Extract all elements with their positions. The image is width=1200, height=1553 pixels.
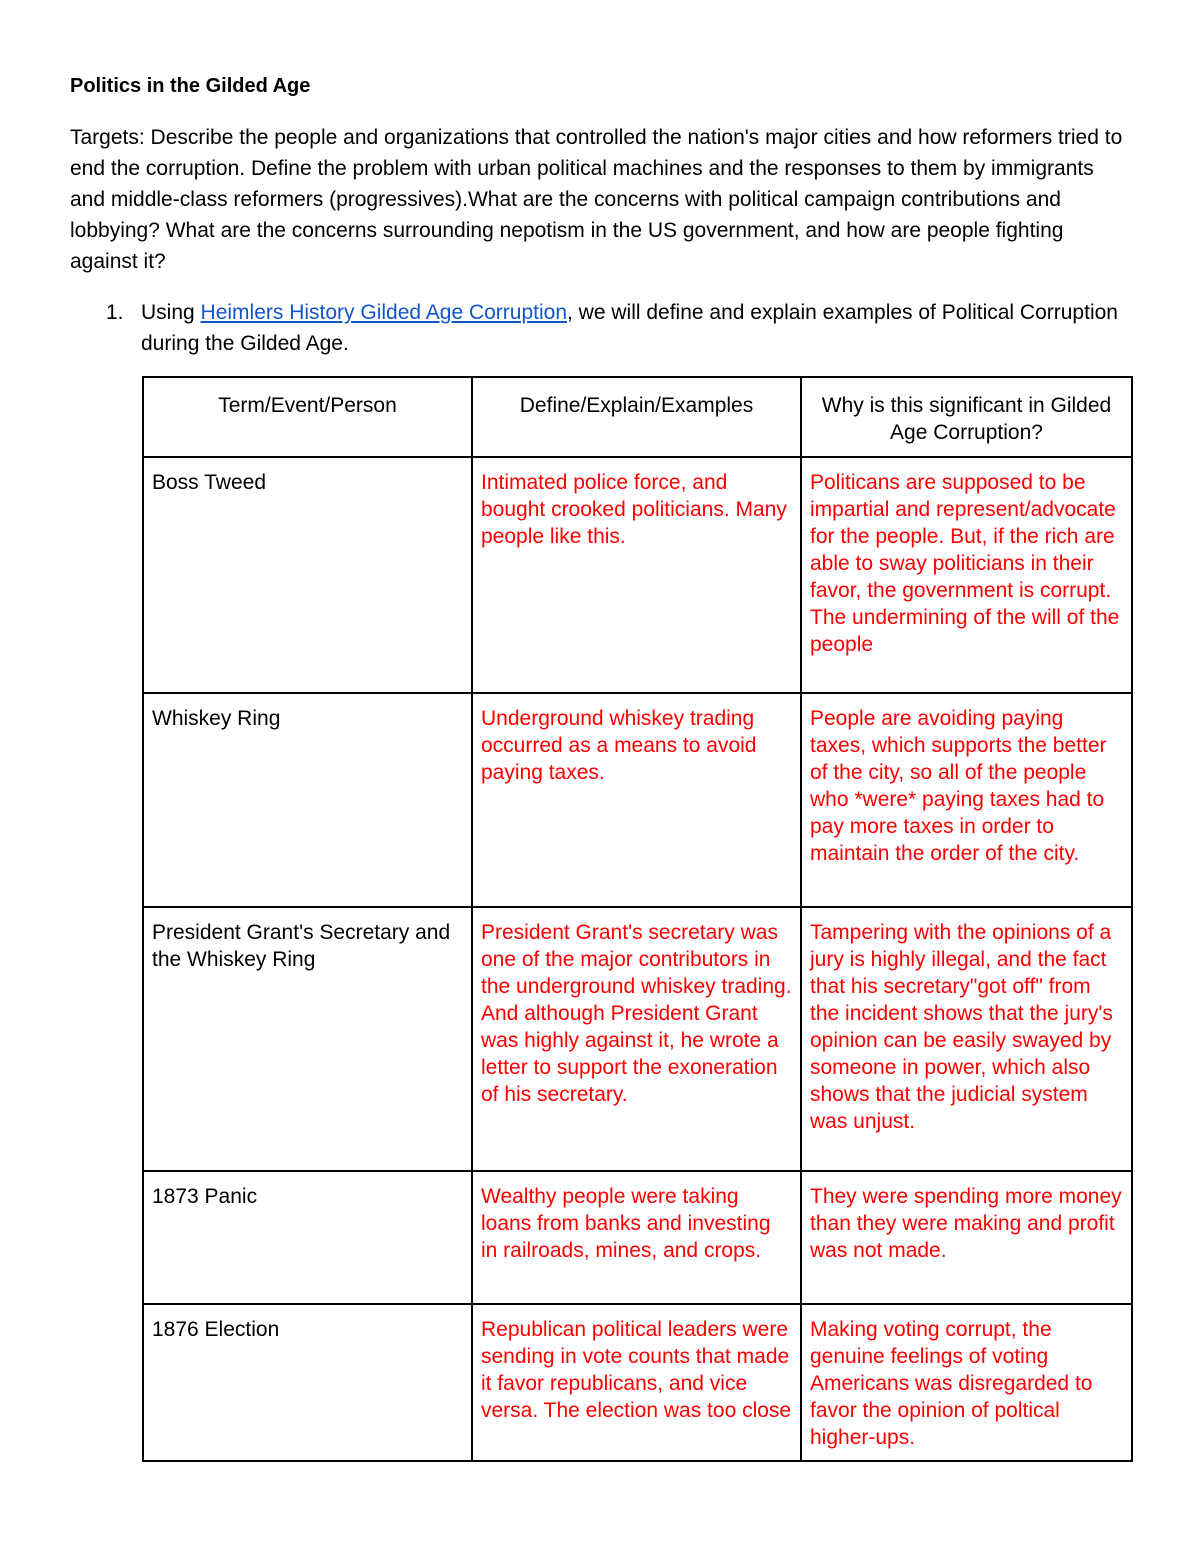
cell-define: President Grant's secretary was one of the major contributors in the underground whiskey trading. And although President Grant was highly against it, he wrote a letter to support the exoneration of his secretary. bbox=[472, 907, 801, 1171]
cell-term: Boss Tweed bbox=[143, 457, 472, 693]
cell-significance: Politicans are supposed to be impartial and represent/advocate for the people. But, if the rich are able to sway politicians in their favor, the government is corrupt. The undermining of the will of the people bbox=[801, 457, 1132, 693]
list-number: 1. bbox=[106, 301, 124, 324]
item-prefix: Using bbox=[141, 301, 201, 324]
list-item-text bbox=[141, 297, 1136, 359]
cell-define: Wealthy people were taking loans from banks and investing in railroads, mines, and crops. bbox=[472, 1171, 801, 1304]
cell-term: 1876 Election bbox=[143, 1304, 472, 1461]
corruption-table bbox=[142, 376, 1133, 1462]
cell-term: Whiskey Ring bbox=[143, 693, 472, 907]
cell-define: Underground whiskey trading occurred as a means to avoid paying taxes. bbox=[472, 693, 801, 907]
cell-significance: They were spending more money than they were making and profit was not made. bbox=[801, 1171, 1132, 1304]
header-significance: Why is this significant in Gilded Age Corruption? bbox=[801, 377, 1132, 457]
header-define: Define/Explain/Examples bbox=[472, 377, 801, 457]
page-title: Politics in the Gilded Age bbox=[70, 75, 311, 97]
cell-significance: Tampering with the opinions of a jury is highly illegal, and the fact that his secretary"got off" from the incident shows that the jury's opinion can be easily swayed by someone in power, which also shows that the judicial system was unjust. bbox=[801, 907, 1132, 1171]
table-row bbox=[143, 457, 1132, 693]
header-term: Term/Event/Person bbox=[143, 377, 472, 457]
cell-significance: Making voting corrupt, the genuine feelings of voting Americans was disregarded to favor the opinion of poltical higher-ups. bbox=[801, 1304, 1132, 1461]
table-row bbox=[143, 907, 1132, 1171]
targets-paragraph: Targets: Describe the people and organizations that controlled the nation's major cities and how reformers tried to end the corruption. Define the problem with urban political machines and the responses to them by immigrants and middle-class reformers (progressives).What are the concerns with political campaign contributions and lobbying? What are the concerns surrounding nepotism in the US government, and how are people fighting against it? bbox=[70, 126, 1123, 273]
heimlers-history-link[interactable]: Heimlers History Gilded Age Corruption bbox=[200, 301, 568, 324]
table-row bbox=[143, 693, 1132, 907]
cell-define: Intimated police force, and bought crooked politicians. Many people like this. bbox=[472, 457, 801, 693]
cell-significance: People are avoiding paying taxes, which supports the better of the city, so all of the people who *were* paying taxes had to pay more taxes in order to maintain the order of the city. bbox=[801, 693, 1132, 907]
item-suffix: , we will define and explain examples of Political Corruption during the Gilded Age. bbox=[141, 301, 1118, 355]
table-row bbox=[143, 1171, 1132, 1304]
table-row bbox=[143, 1304, 1132, 1461]
table-header-row bbox=[143, 377, 1132, 457]
cell-term: President Grant's Secretary and the Whiskey Ring bbox=[143, 907, 472, 1171]
cell-term: 1873 Panic bbox=[143, 1171, 472, 1304]
list-item-1 bbox=[106, 297, 1136, 359]
cell-define: Republican political leaders were sending in vote counts that made it favor republicans, and vice versa. The election was too close bbox=[472, 1304, 801, 1461]
